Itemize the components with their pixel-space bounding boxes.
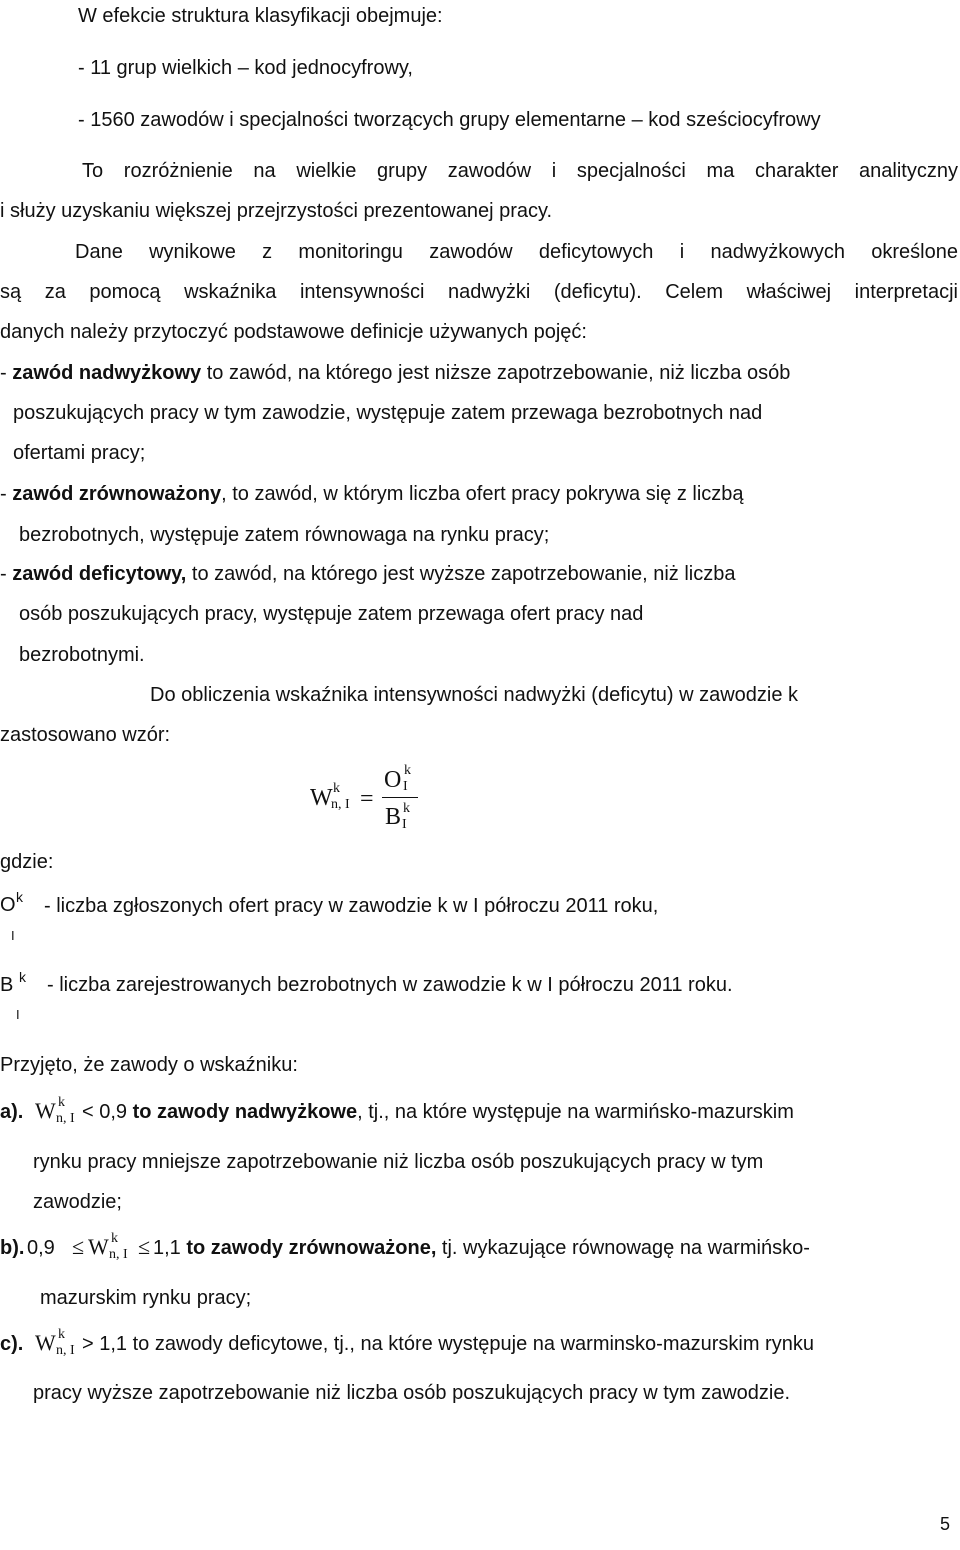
case-w-sub: n, I [56, 1111, 75, 1126]
definition-dash: - [0, 362, 13, 384]
formula-den-sup: k [403, 801, 410, 816]
case-b [0, 1231, 960, 1265]
paragraph-line: To rozróżnienie na wielkie grupy zawodów i specjalności ma charakter analityczny [82, 160, 958, 182]
case-condition: 1,1 [153, 1237, 187, 1259]
symbol-letter: B [0, 974, 14, 996]
case-rest: , tj., na które występuje na warmińsko-mazurskim [357, 1101, 794, 1123]
definition-text: to zawód, na którego jest niższe zapotrzebowanie, niż liczba osób [201, 362, 791, 384]
symbol-sub: I [16, 1007, 20, 1022]
definition-deficytowy [0, 564, 736, 584]
case-rest: tj. wykazujące równowagę na warmińsko- [436, 1237, 810, 1259]
paragraph-line: i służy uzyskaniu większej przejrzystości prezentowanej pracy. [0, 200, 553, 222]
formula-num-sub: I [403, 779, 408, 794]
definition-nadwyzkowy [0, 363, 790, 383]
paragraph-line: Dane wynikowe z monitoringu zawodów deficytowych i nadwyżkowych określone [75, 241, 958, 263]
case-pre: 0,9 [27, 1237, 55, 1259]
formula-intro: Do obliczenia wskaźnika intensywności nadwyżki (deficytu) w zawodzie k [150, 684, 799, 706]
case-line: pracy wyższe zapotrzebowanie niż liczba osób poszukujących pracy w tym zawodzie. [33, 1382, 791, 1404]
case-w-sub: n, I [109, 1247, 128, 1262]
case-w-sup: k [58, 1327, 65, 1342]
definition-term: zawód zrównoważony [12, 483, 222, 505]
formula-denominator: B [385, 804, 402, 830]
page-number: 5 [940, 1514, 951, 1534]
formula-equals: = [360, 786, 374, 812]
symbol-o-definition [0, 889, 960, 943]
case-c [0, 1327, 960, 1361]
case-w: W [35, 1098, 56, 1123]
formula-lhs: W [310, 785, 333, 811]
formula [300, 760, 440, 850]
case-bold: to zawody zrównoważone, [186, 1237, 437, 1259]
symbol-description: - liczba zarejestrowanych bezrobotnych w zawodzie k w I półroczu 2011 roku. [47, 974, 733, 996]
definition-line: ofertami pracy; [13, 442, 146, 464]
formula-den-sub: I [402, 817, 407, 832]
case-w-sup: k [58, 1095, 65, 1110]
formula-intro: zastosowano wzór: [0, 724, 171, 746]
case-label: a). [0, 1101, 24, 1123]
case-line: mazurskim rynku pracy; [40, 1287, 252, 1309]
definition-text: to zawód, na którego jest wyższe zapotrzebowanie, niż liczba [186, 563, 736, 585]
paragraph-line: danych należy przytoczyć podstawowe definicje używanych pojęć: [0, 321, 587, 343]
definition-text: , to zawód, w którym liczba ofert pracy pokrywa się z liczbą [221, 483, 744, 505]
case-le: ≤ [72, 1234, 85, 1259]
symbol-letter: O [0, 894, 16, 916]
case-w: W [35, 1330, 56, 1355]
symbol-sup: k [19, 969, 26, 985]
list-item: - 1560 zawodów i specjalności tworzących grupy elementarne – kod sześciocyfrowy [78, 109, 821, 131]
where-label: gdzie: [0, 851, 54, 873]
definition-line: bezrobotnymi. [19, 644, 145, 666]
definition-dash: - [0, 563, 13, 585]
symbol-sup: k [16, 889, 23, 905]
formula-lhs-sub: n, I [331, 797, 350, 812]
definition-line: poszukujących pracy w tym zawodzie, występuje zatem przewaga bezrobotnych nad [13, 402, 763, 424]
case-bold: to zawody nadwyżkowe [132, 1101, 358, 1123]
case-label: b). [0, 1237, 25, 1259]
intro-text: W efekcie struktura klasyfikacji obejmuje: [78, 5, 443, 27]
case-label: c). [0, 1333, 24, 1355]
formula-numerator: O [384, 767, 402, 793]
case-w: W [88, 1234, 109, 1259]
case-text [153, 1238, 810, 1258]
definition-term: zawód deficytowy, [12, 563, 187, 585]
case-line: rynku pracy mniejsze zapotrzebowanie niż liczba osób poszukujących pracy w tym [33, 1151, 764, 1173]
case-line: zawodzie; [33, 1191, 122, 1213]
case-w-sub: n, I [56, 1343, 75, 1358]
case-w-sup: k [111, 1231, 118, 1246]
symbol-sub: I [11, 928, 15, 943]
case-condition: < 0,9 [82, 1101, 133, 1123]
accepted-text: Przyjęto, że zawody o wskaźniku: [0, 1054, 298, 1076]
definition-line: bezrobotnych, występuje zatem równowaga na rynku pracy; [19, 524, 550, 546]
symbol-description: - liczba zgłoszonych ofert pracy w zawodzie k w I półroczu 2011 roku, [44, 895, 659, 917]
definition-line: osób poszukujących pracy, występuje zatem przewaga ofert pracy nad [19, 603, 644, 625]
definition-term: zawód nadwyżkowy [12, 362, 202, 384]
definition-dash: - [0, 483, 13, 505]
case-text [82, 1102, 794, 1122]
case-condition: > 1,1 to zawody deficytowe, tj., na które występuje na warminsko-mazurskim rynku [82, 1333, 814, 1355]
case-a [0, 1095, 960, 1129]
formula-num-sup: k [404, 763, 411, 778]
list-item: - 11 grup wielkich – kod jednocyfrowy, [78, 57, 413, 79]
symbol-b-definition [0, 969, 960, 1022]
paragraph-line: są za pomocą wskaźnika intensywności nadwyżki (deficytu). Celem właściwej interpretacji [0, 281, 958, 303]
formula-lhs-sup: k [333, 781, 340, 796]
fraction-bar [382, 797, 418, 798]
case-le: ≤ [138, 1234, 151, 1259]
definition-zrownowazony [0, 484, 744, 504]
